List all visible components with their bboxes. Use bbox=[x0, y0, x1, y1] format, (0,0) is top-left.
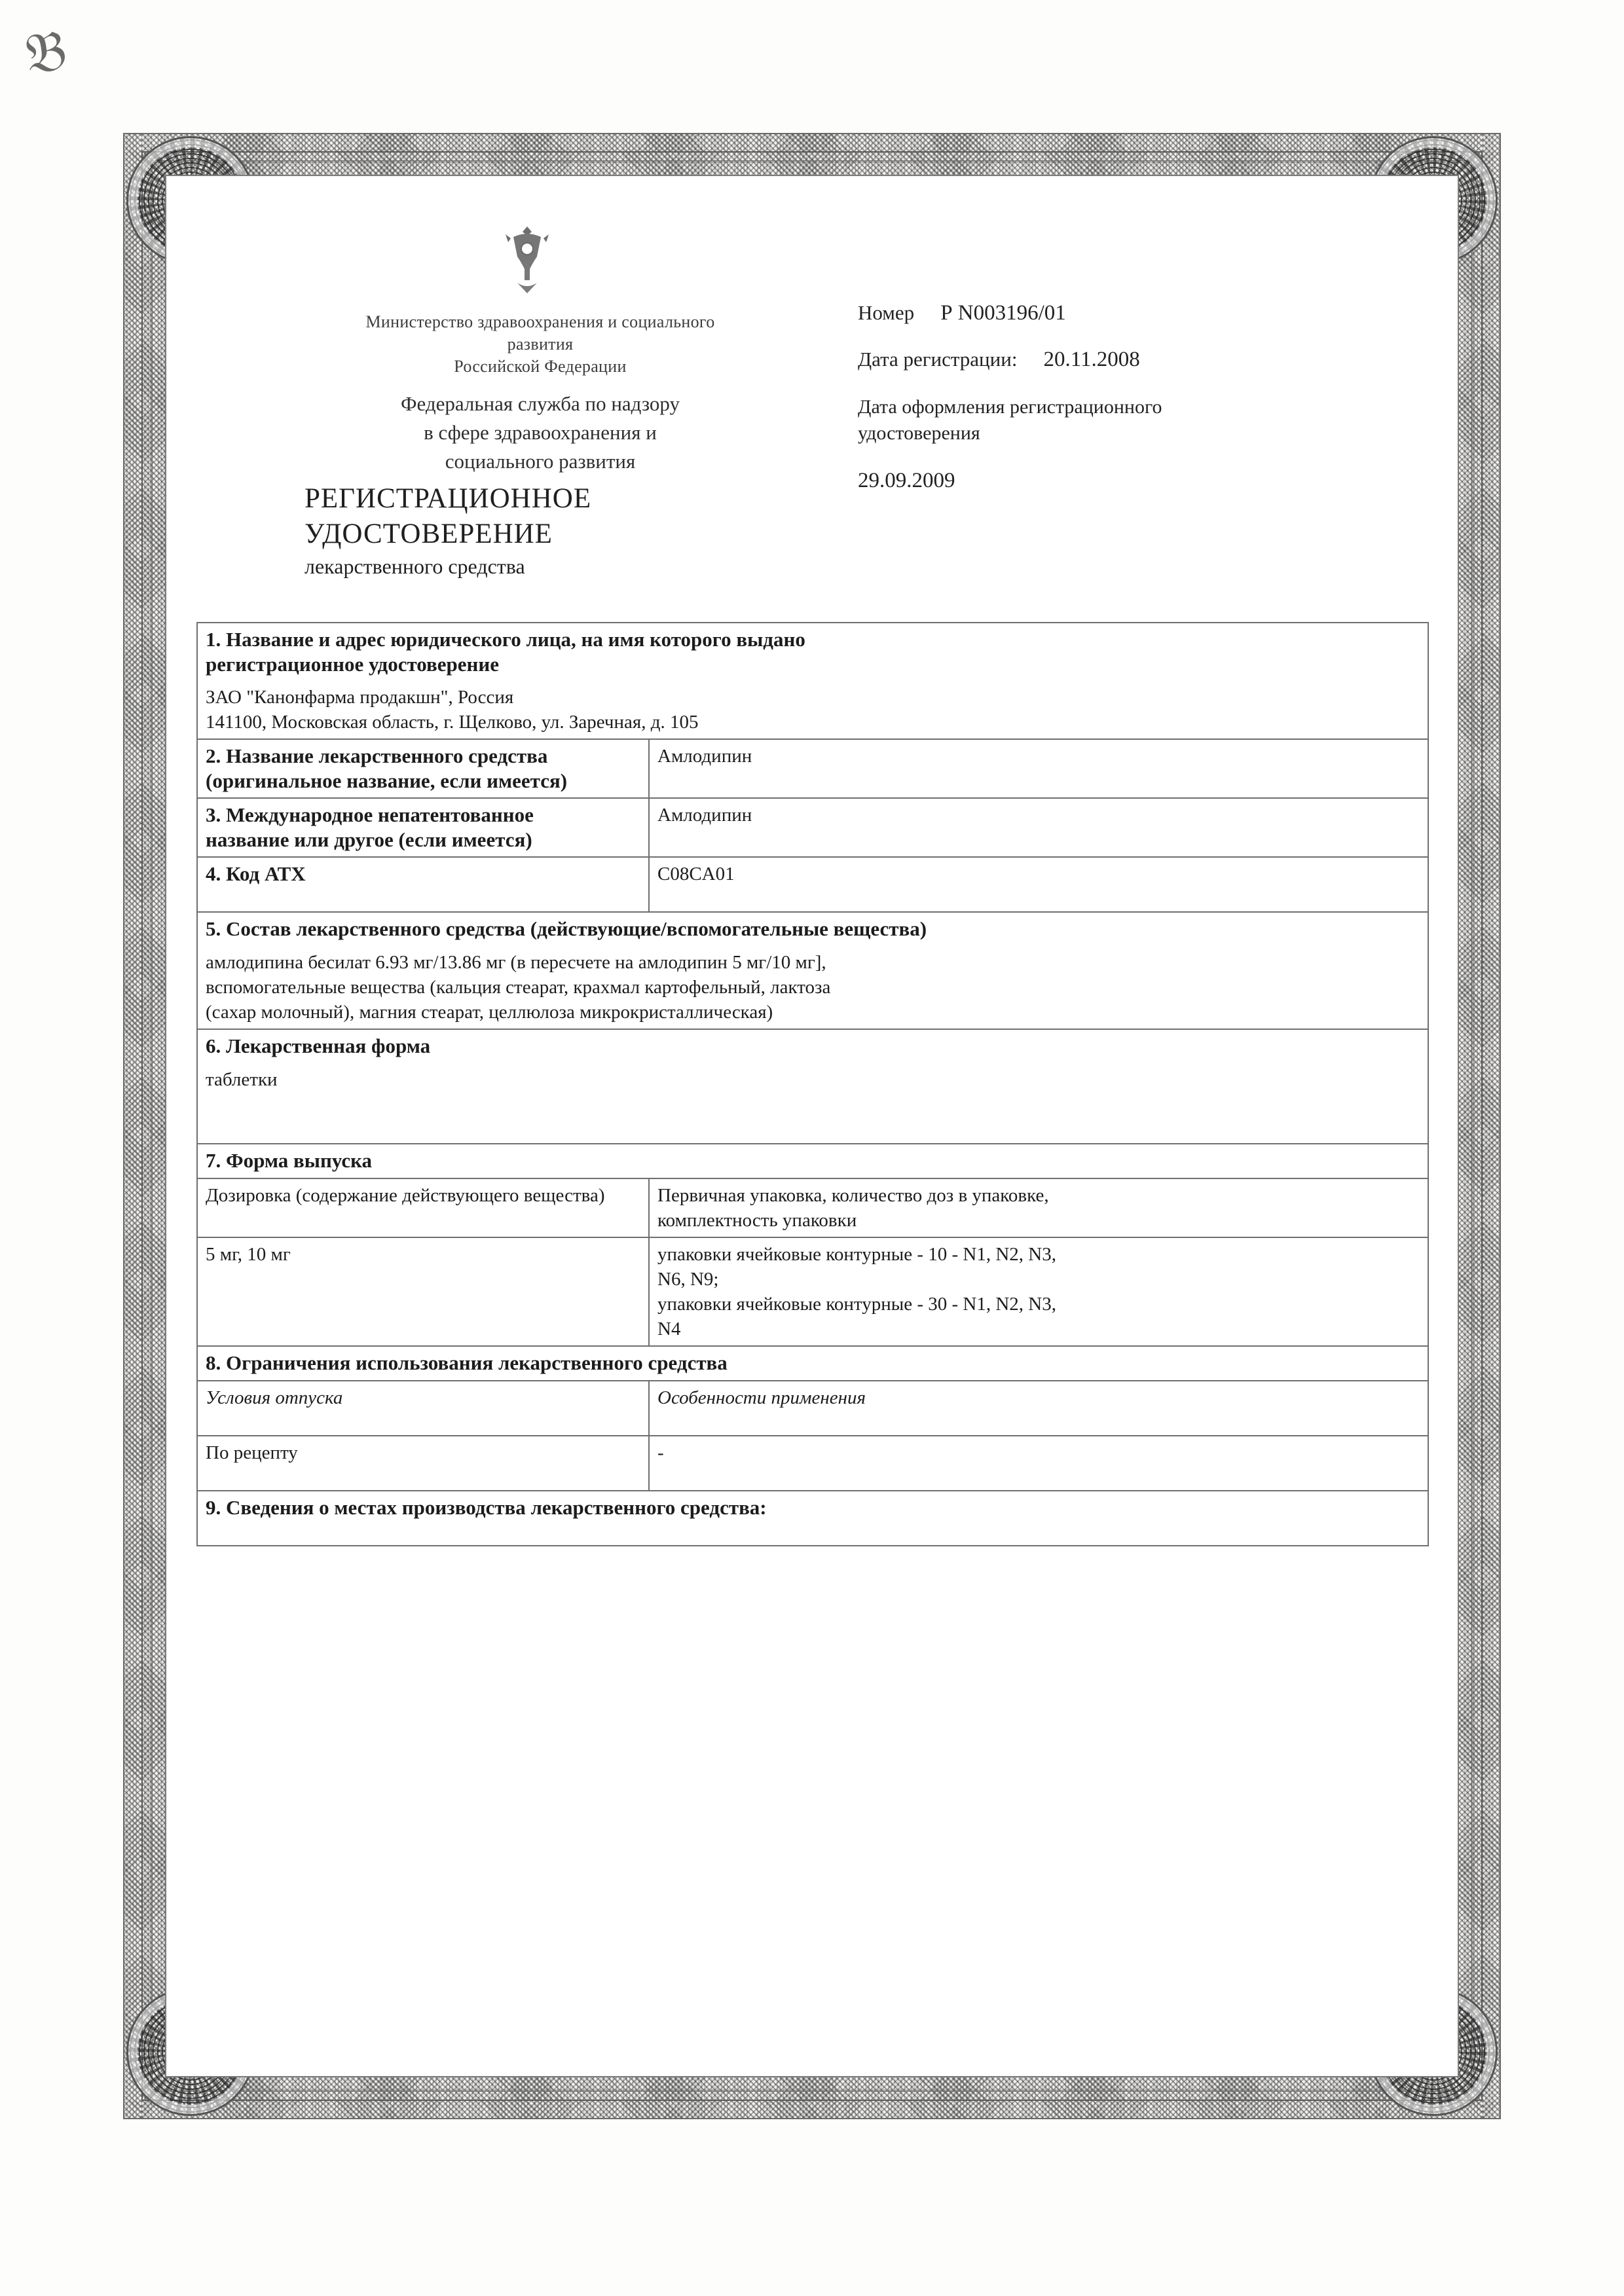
table-row bbox=[197, 1436, 1428, 1491]
table-row bbox=[197, 1491, 1428, 1546]
certificate-number-row bbox=[858, 301, 1401, 325]
service-line-3: социального развития bbox=[445, 450, 636, 473]
section-6-value bbox=[197, 1063, 1428, 1144]
section-8-col2-header: Особенности применения bbox=[649, 1381, 1428, 1436]
table-row bbox=[197, 1381, 1428, 1436]
ministry-line-3: Российской Федерации bbox=[454, 357, 627, 376]
service-line-1: Федеральная служба по надзору bbox=[401, 392, 680, 415]
section-1-heading-line-2: регистрационное удостоверение bbox=[206, 653, 500, 676]
section-3-value: Амлодипин bbox=[649, 798, 1428, 857]
section-1-value bbox=[197, 681, 1428, 739]
dosage-form-value: таблетки bbox=[206, 1069, 278, 1090]
section-9-heading-text: 9. Сведения о местах производства лекарственного средства: bbox=[206, 1496, 767, 1519]
registration-meta bbox=[858, 301, 1401, 493]
ministry-name bbox=[282, 311, 799, 378]
certificate-number-value: Р N003196/01 bbox=[940, 301, 1066, 325]
section-3-heading bbox=[197, 798, 649, 857]
section-6-heading-text: 6. Лекарственная форма bbox=[206, 1034, 431, 1057]
certificate-table bbox=[196, 622, 1429, 1546]
table-row bbox=[197, 1063, 1428, 1144]
table-row bbox=[197, 1346, 1428, 1381]
composition-line-2: вспомогательные вещества (кальция стеарат, крахмал картофельный, лактоза bbox=[206, 977, 831, 998]
ministry-line-1: Министерство здравоохранения и социального bbox=[365, 312, 715, 331]
service-line-2: в сфере здравоохранения и bbox=[424, 421, 657, 444]
section-3-heading-line-1: 3. Международное непатентованное bbox=[206, 803, 534, 826]
table-row bbox=[197, 912, 1428, 946]
section-5-value bbox=[197, 946, 1428, 1029]
title-line-3: лекарственного средства bbox=[304, 555, 525, 578]
section-7-heading-text: 7. Форма выпуска bbox=[206, 1149, 373, 1172]
table-row bbox=[197, 946, 1428, 1029]
registration-date-value: 20.11.2008 bbox=[1043, 348, 1140, 371]
section-7-col2-header-line-2: комплектность упаковки bbox=[657, 1210, 857, 1231]
table-row bbox=[197, 798, 1428, 857]
section-7-col1-header: Дозировка (содержание действующего вещества) bbox=[197, 1178, 649, 1237]
issue-date-block bbox=[858, 394, 1401, 493]
registration-date-row bbox=[858, 348, 1401, 372]
section-8-col1-value: По рецепту bbox=[197, 1436, 649, 1491]
composition-line-3: (сахар молочный), магния стеарат, целлюлоза микрокристаллическая) bbox=[206, 1002, 773, 1023]
section-7-col2-header-line-1: Первичная упаковка, количество доз в упаковке, bbox=[657, 1185, 1049, 1206]
service-name bbox=[282, 390, 799, 476]
table-row bbox=[197, 1178, 1428, 1237]
table-row bbox=[197, 623, 1428, 681]
section-9-heading bbox=[197, 1491, 1428, 1546]
section-2-heading bbox=[197, 739, 649, 798]
certificate-number-label: Номер bbox=[858, 301, 915, 324]
section-5-heading bbox=[197, 912, 1428, 946]
section-4-heading bbox=[197, 857, 649, 912]
table-row bbox=[197, 857, 1428, 912]
section-8-col1-header: Условия отпуска bbox=[197, 1381, 649, 1436]
section-2-value: Амлодипин bbox=[649, 739, 1428, 798]
section-7-dosage-value: 5 мг, 10 мг bbox=[197, 1237, 649, 1346]
packaging-line-4: N4 bbox=[657, 1319, 681, 1339]
section-8-col2-value: - bbox=[649, 1436, 1428, 1491]
registration-date-label: Дата регистрации: bbox=[858, 348, 1018, 371]
issue-date-value: 29.09.2009 bbox=[858, 469, 955, 492]
section-8-heading bbox=[197, 1346, 1428, 1381]
document-header bbox=[196, 216, 1428, 622]
section-2-heading-line-2: (оригинальное название, если имеется) bbox=[206, 769, 568, 792]
section-6-heading bbox=[197, 1029, 1428, 1063]
section-7-heading bbox=[197, 1144, 1428, 1178]
issue-date-label-line-2: удостоверения bbox=[858, 422, 980, 444]
section-4-heading-text: 4. Код АТХ bbox=[206, 862, 306, 885]
packaging-line-1: упаковки ячейковые контурные - 10 - N1, N2, N3, bbox=[657, 1244, 1056, 1265]
holder-name: ЗАО "Канонфарма продакшн", Россия bbox=[206, 687, 514, 708]
table-row bbox=[197, 1029, 1428, 1063]
document-content bbox=[196, 216, 1428, 2043]
section-1-heading bbox=[197, 623, 1428, 681]
section-1-heading-line-1: 1. Название и адрес юридического лица, на имя которого выдано bbox=[206, 628, 805, 651]
section-8-heading-text: 8. Ограничения использования лекарственного средства bbox=[206, 1351, 728, 1374]
table-row bbox=[197, 1144, 1428, 1178]
coat-of-arms-icon bbox=[498, 223, 557, 298]
section-2-heading-line-1: 2. Название лекарственного средства bbox=[206, 744, 548, 767]
table-row bbox=[197, 739, 1428, 798]
document-title bbox=[304, 481, 802, 581]
packaging-line-2: N6, N9; bbox=[657, 1269, 719, 1290]
packaging-line-3: упаковки ячейковые контурные - 30 - N1, N2, N3, bbox=[657, 1294, 1056, 1315]
title-line-2: УДОСТОВЕРЕНИЕ bbox=[304, 519, 553, 549]
holder-address: 141100, Московская область, г. Щелково, ул. Заречная, д. 105 bbox=[206, 712, 699, 733]
ministry-line-2: развития bbox=[507, 335, 574, 354]
title-line-1: РЕГИСТРАЦИОННОЕ bbox=[304, 483, 592, 514]
scan-artifact-mark: 𝔅 bbox=[22, 18, 71, 86]
section-7-col2-header bbox=[649, 1178, 1428, 1237]
issue-date-label-line-1: Дата оформления регистрационного bbox=[858, 396, 1162, 418]
section-4-value: C08CA01 bbox=[649, 857, 1428, 912]
composition-line-1: амлодипина бесилат 6.93 мг/13.86 мг (в пересчете на амлодипин 5 мг/10 мг], bbox=[206, 952, 826, 973]
table-row bbox=[197, 1237, 1428, 1346]
section-3-heading-line-2: название или другое (если имеется) bbox=[206, 828, 532, 851]
section-5-heading-text: 5. Состав лекарственного средства (действующие/вспомогательные вещества) bbox=[206, 917, 927, 940]
table-row bbox=[197, 681, 1428, 739]
section-7-packaging-value bbox=[649, 1237, 1428, 1346]
